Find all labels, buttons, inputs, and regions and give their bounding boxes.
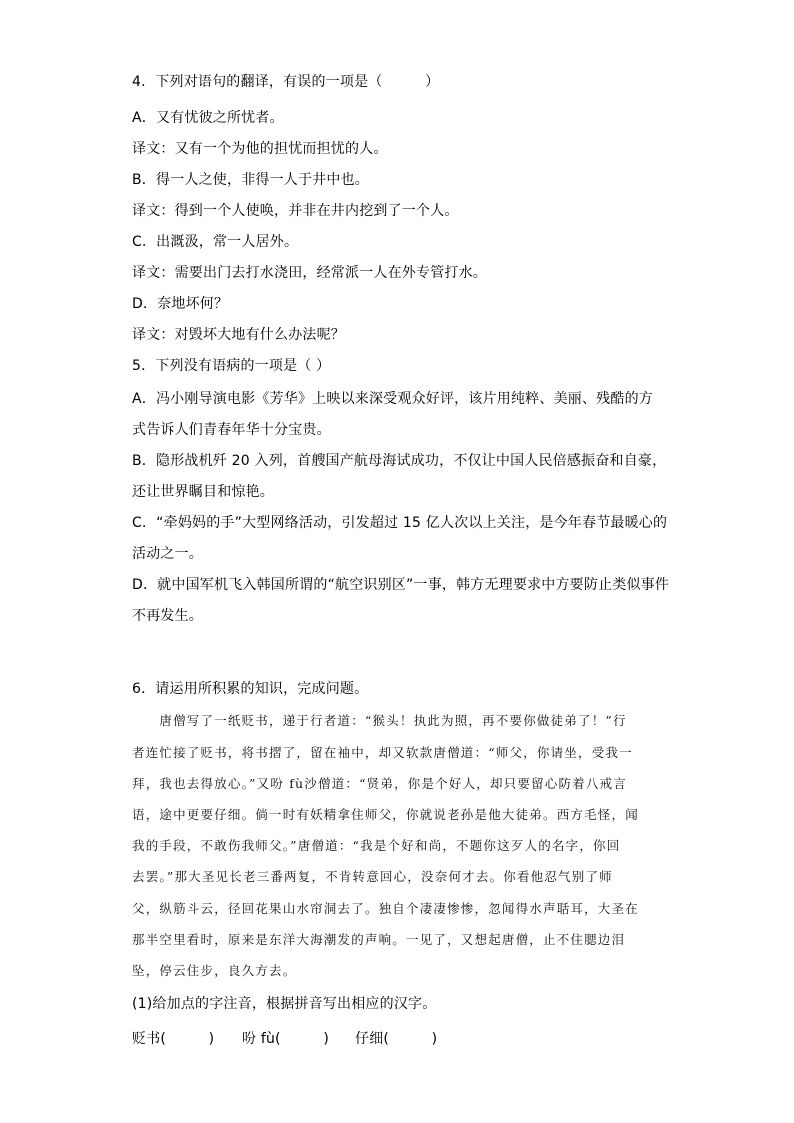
passage-line: 坠，停云住步，良久方去。 [132, 963, 297, 978]
q5-option-d-line2: 不再发生。 [132, 608, 203, 624]
passage-line: 去罢。”那大圣见长老三番两复，不肯转意回心，没奈何才去。你看他忍气别了师 [132, 869, 613, 884]
q4-option-c-translation: 译文：需要出门去打水浇田，经常派一人在外专管打水。 [132, 265, 487, 281]
passage-line: 语，途中更要仔细。倘一时有妖精拿住师父，你就说老孙是他大徒弟。西方毛怪，闻 [132, 807, 639, 822]
passage-line: 父，纵筋斗云，径回花果山水帘洞去了。独自个凄凄惨惨，忽闻得水声聒耳，大圣在 [132, 901, 639, 916]
q4-option-c: C．出溉汲，常一人居外。 [132, 234, 299, 250]
q6-subquestion-1: (1)给加点的字注音，根据拼音写出相应的汉字。 [132, 996, 437, 1012]
q5-option-d-line1: D．就中国军机飞入韩国所谓的“航空识别区”一事，韩方无理要求中方要防止类似事件 [132, 577, 670, 593]
q5-option-a-line2: 式告诉人们青春年华十分宝贵。 [132, 422, 331, 438]
q6-stem: 6．请运用所积累的知识，完成问题。 [132, 681, 369, 697]
q5-option-c-line2: 活动之一。 [132, 546, 203, 562]
passage-line: 那半空里看时，原来是东洋大海潮发的声响。一见了，又想起唐僧，止不住腮边泪 [132, 932, 626, 947]
passage-line: 我的手段，不敢伤我师父。”唐僧道：“我是个好和尚，不题你这歹人的名字，你回 [132, 838, 621, 853]
q5-option-a-line1: A．冯小刚导演电影《芳华》上映以来深受观众好评，该片用纯粹、美丽、残酷的方 [132, 391, 653, 407]
q4-option-a: A．又有忧彼之所忧者。 [132, 110, 284, 126]
q4-option-b: B．得一人之使，非得一人于井中也。 [132, 172, 370, 188]
q4-option-d-translation: 译文：对毁坏大地有什么办法呢？ [132, 327, 345, 343]
blank-zixi: 仔细( ) [355, 1031, 438, 1047]
q4-stem: 4．下列对语句的翻译，有误的一项是（ ） [132, 74, 440, 90]
q5-option-b-line2: 还让世界瞩目和惊艳。 [132, 484, 274, 500]
q4-option-a-translation: 译文：又有一个为他的担忧而担忧的人。 [132, 141, 388, 157]
q4-option-d: D．奈地坏何？ [132, 296, 229, 312]
q4-option-b-translation: 译文：得到一个人使唤，并非在井内挖到了一个人。 [132, 203, 459, 219]
q5-option-b-line1: B．隐形战机歼 20 入列，首艘国产航母海试成功，不仅让中国人民倍感振奋和自豪， [132, 453, 667, 469]
blank-fenfu: 吩 fù( ) [242, 1031, 329, 1047]
passage-line: 者连忙接了贬书，将书摺了，留在袖中，却又软款唐僧道：“师父，你请坐，受我一 [132, 745, 633, 760]
pinyin-blanks-row [132, 1030, 672, 1048]
q5-option-c-line1: C．“牵妈妈的手”大型网络活动，引发超过 15 亿人次以上关注，是今年春节最暖心的 [132, 515, 668, 531]
q5-stem: 5．下列没有语病的一项是（ ） [132, 358, 331, 374]
passage-line: 拜，我也去得放心。”又吩 fù沙僧道：“贤弟，你是个好人，却只要留心防着八戒言 [132, 776, 627, 791]
blank-bianshu: 贬书( ) [132, 1031, 215, 1047]
passage-line: 唐僧写了一纸贬书，递于行者道：“猴头！执此为照，再不要你做徒弟了！”行 [132, 713, 627, 728]
